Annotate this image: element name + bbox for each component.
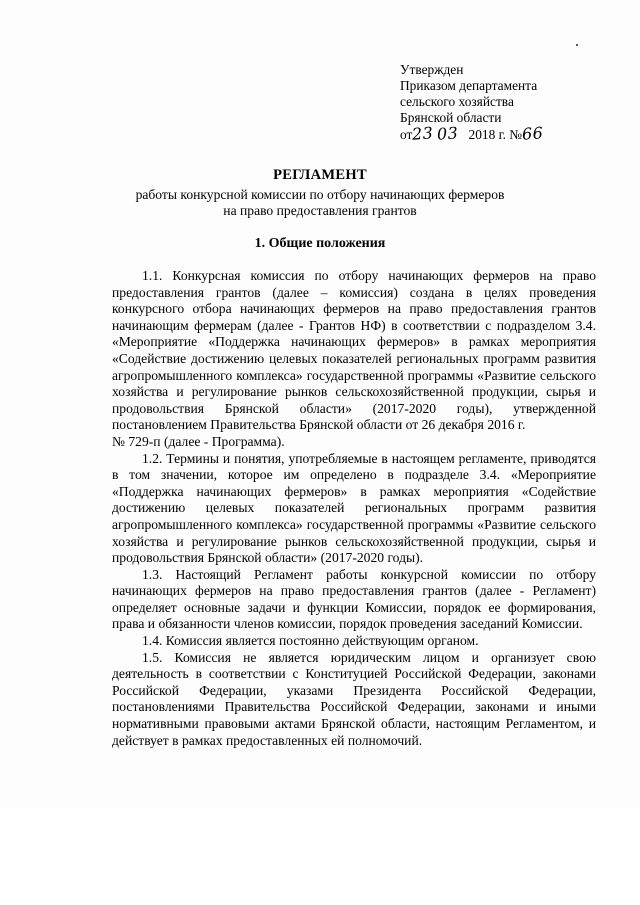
- subtitle-line-2: на право предоставления грантов: [223, 203, 417, 218]
- document-body: [112, 268, 596, 749]
- approval-line-region: Брянской области: [400, 110, 502, 125]
- paragraph-1-1: 1.1. Конкурсная комиссия по отбору начинающих фермеров на право предоставления грантов (далее – комиссия) создана в целях проведения конкурсного отбора начинающих фермеров на право предоставления грантов начинающим фермерам (далее - Грантов НФ) в соответствии с подразделом 3.4. «Мероприятие «Поддержка начинающих фермеров» в рамках мероприятия «Содействие достижению целевых показателей региональных программ развития агропромышленного комплекса» государственной программы «Развитие сельского хозяйства и регулирование рынков сельскохозяйственной продукции, сырья и продовольствия Брянской области» (2017-2020 годы), утвержденной постановлением Правительства Брянской области от 26 декабря 2016 г.: [112, 268, 596, 433]
- handwritten-day: 23: [411, 123, 435, 144]
- date-prefix: от: [400, 127, 413, 142]
- page-cutoff: [0, 808, 640, 905]
- paragraph-1-1-tail: № 729-п (далее - Программа).: [112, 433, 285, 449]
- document-subtitle: [110, 187, 530, 219]
- paragraph-1-5: 1.5. Комиссия не является юридическим лицом и организует свою деятельность в соответствии с Конституцией Российской Федерации, законами Российской Федерации, указами Президента Российской Федерации, постановлениями Правительства Российской Федерации, законами и иными нормативными правовыми актами Брянской области, настоящим Регламентом, и действует в рамках предоставленных ей полномочий.: [112, 649, 596, 748]
- approval-date-line: [400, 123, 630, 144]
- approval-line-approved: Утвержден: [400, 62, 464, 77]
- approval-stamp-block: [400, 62, 630, 143]
- date-year: 2018 г. №: [468, 127, 523, 142]
- paragraph-1-3: 1.3. Настоящий Регламент работы конкурсной комиссии по отбору начинающих фермеров на право предоставления грантов (далее - Регламент) определяет основные задачи и функции Комиссии, порядок ее формирования, права и обязанности членов комиссии, порядок проведения заседаний Комиссии.: [112, 566, 596, 632]
- approval-line-order: Приказом департамента: [400, 78, 538, 93]
- subtitle-line-1: работы конкурсной комиссии по отбору начинающих фермеров: [135, 187, 505, 202]
- paragraph-1-4: 1.4. Комиссия является постоянно действующим органом.: [142, 633, 479, 649]
- handwritten-order-number: 66: [521, 123, 545, 144]
- approval-line-department: сельского хозяйства: [400, 94, 514, 109]
- handwritten-month: 03: [436, 123, 460, 144]
- paragraph-1-2: 1.2. Термины и понятия, употребляемые в настоящем регламенте, приводятся в том значении, которое им определено в подразделе 3.4. «Мероприятие «Поддержка начинающих фермеров» в рамках мероприятия «Содействие достижению целевых показателей региональных программ развития агропромышленного комплекса» государственной программы «Развитие сельского хозяйства и регулирование рынков сельскохозяйственной продукции, сырья и продовольствия Брянской области» (2017-2020 годы).: [112, 450, 596, 566]
- scan-speck: [576, 44, 578, 46]
- section-heading: 1. Общие положения: [254, 236, 386, 251]
- document-title: РЕГЛАМЕНТ: [273, 167, 367, 183]
